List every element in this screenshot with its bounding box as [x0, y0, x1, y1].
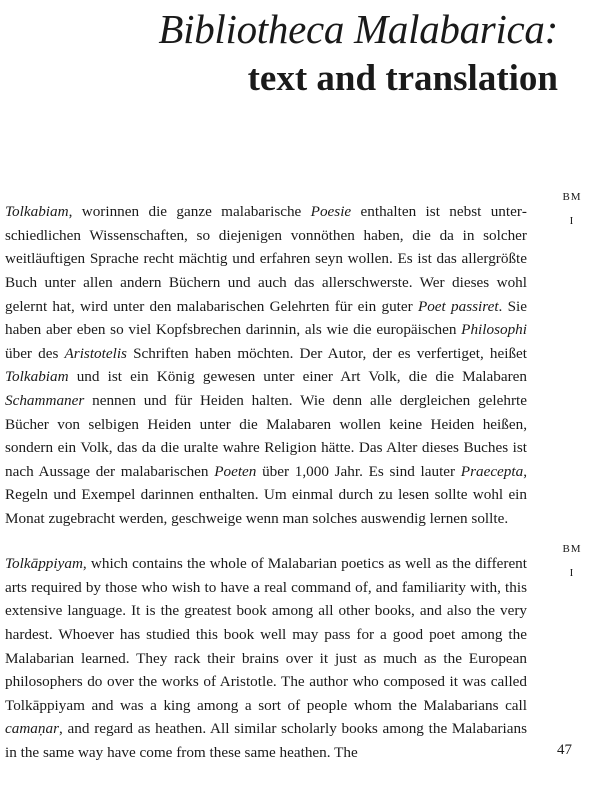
- title-line-1: Bibliotheca Malabarica:: [158, 6, 558, 52]
- italic-term: Schammaner: [5, 391, 85, 409]
- italic-term: Tolkāppiyam: [5, 555, 83, 573]
- italic-term: Poeten: [214, 462, 257, 480]
- margin-note-source: BM: [562, 543, 582, 555]
- italic-term: Tolkabiam: [5, 368, 69, 386]
- italic-term: Aristotelis: [64, 344, 127, 362]
- italic-term: Tolkabiam: [5, 203, 69, 221]
- margin-note-source: BM: [562, 191, 582, 203]
- text-run: , Regeln und Exempel darinnen enthalten. Um einmal durch zu lesen sollte wohl ein Monat zugebracht werden, geschweige wenn man solches auswendig lernen sollte.: [5, 462, 528, 527]
- margin-note-number: I: [569, 214, 575, 227]
- text-run: Schriften haben möchten. Der Autor, der es verfertiget, heißet: [126, 344, 527, 362]
- text-run: über des: [5, 344, 65, 362]
- italic-term: camaṇar: [5, 720, 59, 738]
- italic-term: Philosophi: [461, 321, 527, 339]
- italic-term: Poesie: [310, 203, 352, 221]
- english-paragraph: [5, 552, 527, 764]
- text-run: über 1,000 Jahr. Es sind lauter: [256, 462, 461, 480]
- german-paragraph: [5, 200, 527, 530]
- margin-note-number: I: [569, 566, 575, 579]
- title-line-2: text and translation: [247, 58, 558, 99]
- page-number: 47: [557, 742, 572, 758]
- text-run: . Sie haben aber eben so viel Kopfsbrechen darinnin, als wie die europäischen: [5, 297, 527, 339]
- text-run: enthalten ist nebst unterschiedlichen Wissenschaften, so diejenigen vonnöthen haben, die da in solcher weitläuftigen Sprache recht mächtig und erfahren seyn wollen. Es ist das allergrößte Buch unter allen andern Büchern und auch das allerschwerste. Wer dieses wohl gelernt hat, wird unter den malabarischen Gelehrten für ein guter: [5, 203, 527, 315]
- text-run: nennen und für Heiden halten. Wie denn alle dergleichen gelehrte Bücher von selbigen Heiden unter die Malabaren wollen keine Heiden heißen, sondern ein Volk, das da die uralte wahre Religion hätte. Das Alter dieses Buches ist nach Aussage der malabarischen: [5, 391, 527, 480]
- italic-term: Praecepta: [460, 462, 524, 480]
- text-run: und ist ein König gewesen unter einer Art Volk, die die Malabaren: [68, 368, 527, 386]
- chapter-title: [38, 4, 558, 102]
- text-run: , which contains the whole of Malabarian poetics as well as the different arts required by those who wish to have a real command of, and familiarity with, this extensive language. It is the greatest book among all other books, and also the very hardest. Whoever has studied this book well may pass for a good poet among the Malabarian learned. They rack their brains over it just as much as the European philosophers do over the works of Aristotle. The author who composed it was called Tolkāppiyam and was a king among a sort of people whom the Malabarians call: [5, 555, 527, 714]
- italic-term: Poet passiret: [417, 297, 499, 315]
- margin-note-german: [548, 186, 596, 233]
- text-run: , and regard as heathen. All similar scholarly books among the Malabarians in the same way have come from these same heathen. The: [5, 720, 527, 761]
- margin-note-english: [548, 538, 596, 585]
- text-run: , worinnen die ganze malabarische: [68, 203, 311, 221]
